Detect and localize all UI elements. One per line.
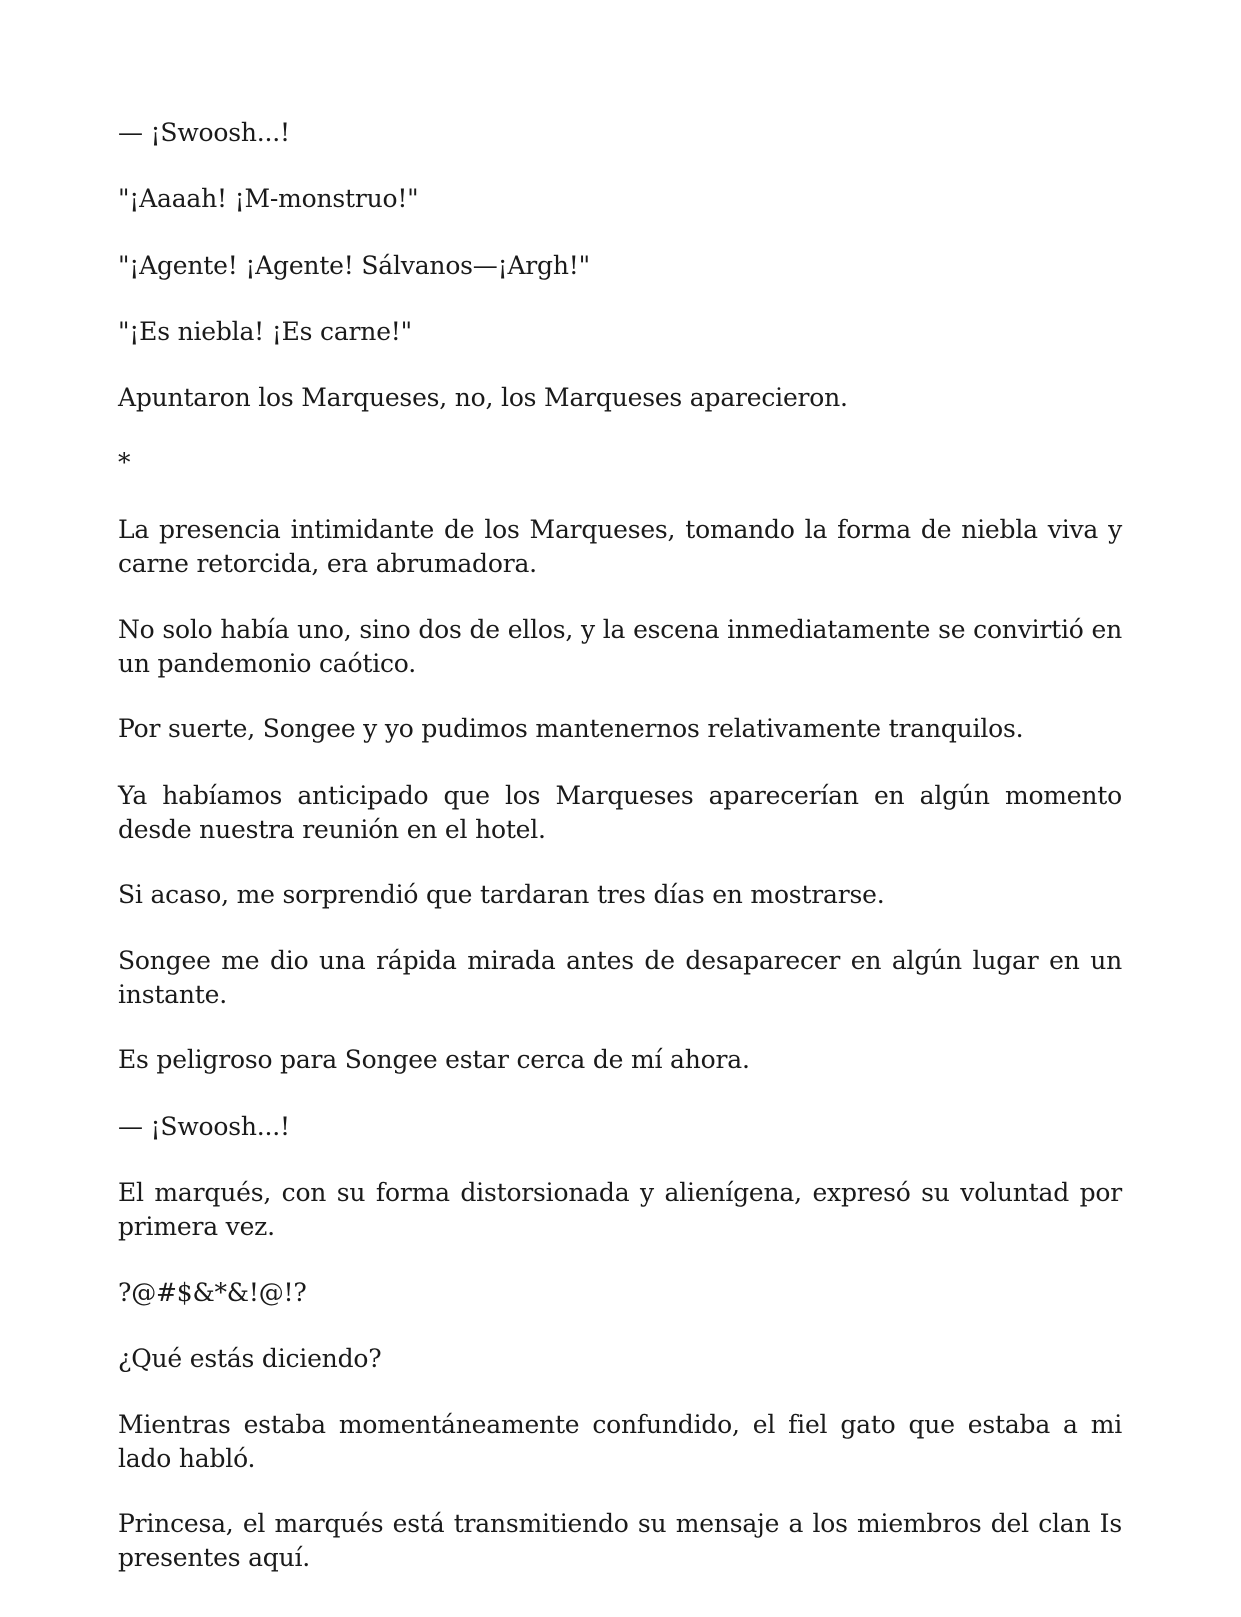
paragraph: Princesa, el marqués está transmitiendo su mensaje a los miembros del clan Is presentes aquí.	[118, 1509, 1122, 1572]
scene-break: *	[118, 448, 131, 477]
paragraph: — ¡Swoosh...!	[118, 1112, 290, 1141]
paragraph: ?@#$&*&!@!?	[118, 1278, 307, 1307]
paragraph: ¿Qué estás diciendo?	[118, 1344, 382, 1373]
paragraph: "¡Es niebla! ¡Es carne!"	[118, 317, 412, 346]
paragraph: La presencia intimidante de los Marqueses, tomando la forma de niebla viva y carne retorcida, era abrumadora.	[118, 515, 1122, 578]
paragraph: Mientras estaba momentáneamente confundido, el fiel gato que estaba a mi lado habló.	[118, 1410, 1122, 1473]
paragraph: — ¡Swoosh...!	[118, 118, 290, 147]
paragraph: Apuntaron los Marqueses, no, los Marqueses aparecieron.	[118, 383, 848, 412]
paragraph: Si acaso, me sorprendió que tardaran tres días en mostrarse.	[118, 880, 885, 909]
paragraph: No solo había uno, sino dos de ellos, y la escena inmediatamente se convirtió en un pandemonio caótico.	[118, 615, 1122, 678]
paragraph: Ya habíamos anticipado que los Marqueses aparecerían en algún momento desde nuestra reunión en el hotel.	[118, 781, 1122, 844]
paragraph: Por suerte, Songee y yo pudimos mantenernos relativamente tranquilos.	[118, 714, 1024, 743]
paragraph: Songee me dio una rápida mirada antes de desaparecer en algún lugar en un instante.	[118, 946, 1122, 1009]
paragraph: Es peligroso para Songee estar cerca de mí ahora.	[118, 1045, 750, 1074]
paragraph: El marqués, con su forma distorsionada y alienígena, expresó su voluntad por primera vez.	[118, 1178, 1122, 1241]
paragraph: "¡Aaaah! ¡M-monstruo!"	[118, 184, 419, 213]
paragraph: "¡Agente! ¡Agente! Sálvanos—¡Argh!"	[118, 251, 590, 280]
